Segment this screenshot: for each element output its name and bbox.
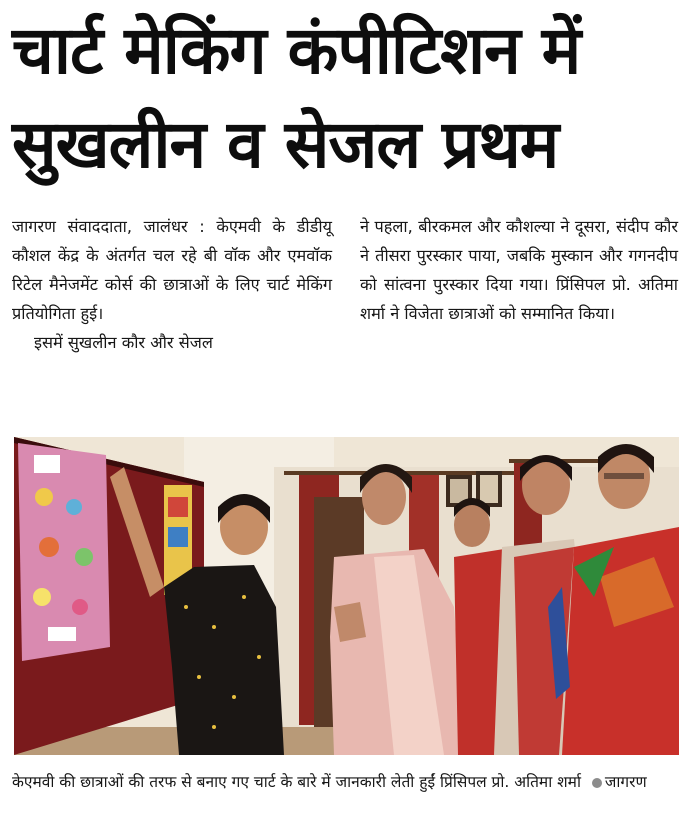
article-paragraph-2: इसमें सुखलीन कौर और सेजल — [34, 333, 213, 352]
photo-caption — [12, 770, 688, 795]
article-right-column — [360, 212, 678, 328]
photo-credit: जागरण — [604, 773, 647, 791]
headline-line-1: चार्ट मेकिंग कंपीटिशन में — [12, 12, 581, 89]
caption-text: केएमवी की छात्राओं की तरफ से बनाए गए चार्ट के बारे में जानकारी लेती हुईं प्रिंसिपल प्रो. अतिमा शर्मा — [12, 773, 581, 791]
article-left-column — [12, 212, 332, 357]
news-photo-illustration — [14, 437, 679, 755]
news-photo — [14, 437, 679, 755]
article-paragraph-3: ने पहला, बीरकमल और कौशल्या ने दूसरा, संदीप कौर ने तीसरा पुरस्कार पाया, जबकि मुस्कान और गगनदीप को सांत्वना पुरस्कार दिया गया। प्रिंसिपल प्रो. अतिमा शर्मा ने विजेता छात्राओं को सम्मानित किया। — [360, 217, 678, 323]
headline-line-2: सुखलीन व सेजल प्रथम — [12, 106, 559, 183]
article-paragraph-1: जागरण संवाददाता, जालंधर : केएमवी के डीडीयू कौशल केंद्र के अंतर्गत चल रहे बी वॉक और एमवॉक रिटेल मैनेजमेंट कोर्स की छात्राओं के लिए चार्ट मेकिंग प्रतियोगिता हुई। — [12, 217, 332, 323]
credit-bullet-icon — [592, 778, 602, 788]
headline — [12, 4, 692, 192]
